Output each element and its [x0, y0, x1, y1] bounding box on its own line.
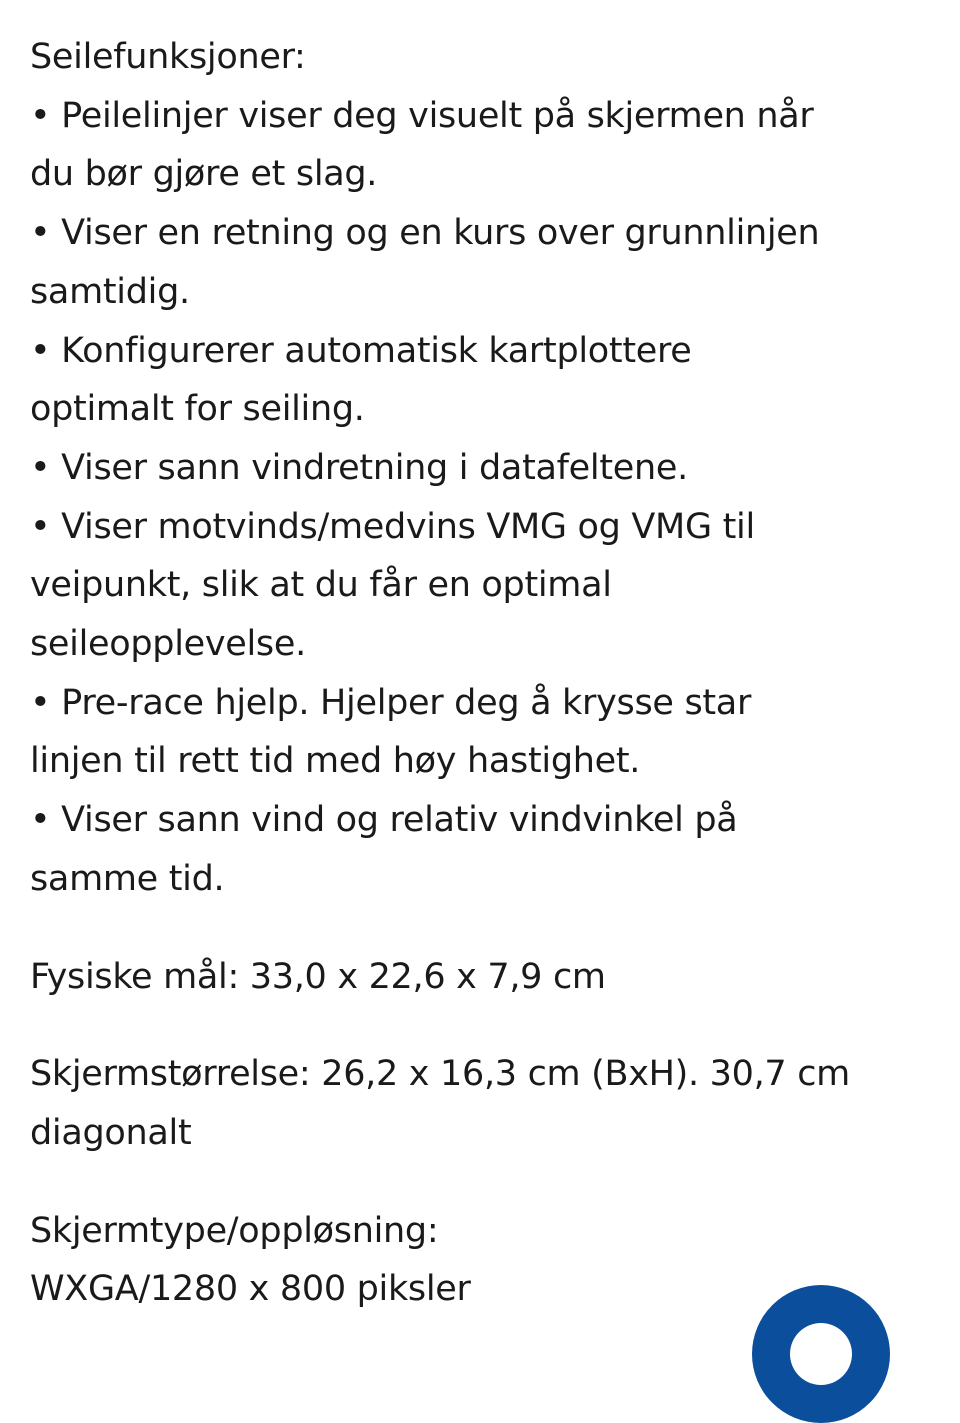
floating-action-button[interactable]: [752, 1285, 890, 1423]
screen-resolution: WXGA/1280 x 800 piksler: [30, 1269, 471, 1310]
feature-line: • Peilelinjer viser deg visuelt på skjermen når: [30, 95, 814, 136]
feature-line: seileopplevelse.: [30, 624, 306, 665]
physical-dimensions: Fysiske mål: 33,0 x 22,6 x 7,9 cm: [30, 956, 606, 997]
product-description: [30, 28, 850, 1319]
screen-size: Skjermstørrelse: 26,2 x 16,3 cm (BxH). 30,7 cm: [30, 1054, 850, 1095]
feature-line: • Konfigurerer automatisk kartplottere: [30, 330, 692, 371]
features-list: [30, 87, 850, 909]
feature-line: • Viser motvinds/medvins VMG og VMG til: [30, 506, 755, 547]
feature-line: • Viser en retning og en kurs over grunnlinjen: [30, 213, 820, 254]
feature-line: veipunkt, slik at du får en optimal: [30, 565, 612, 606]
feature-line: • Pre-race hjelp. Hjelper deg å krysse star: [30, 682, 752, 723]
feature-line: samme tid.: [30, 858, 225, 899]
feature-line: samtidig.: [30, 271, 190, 312]
features-heading: Seilefunksjoner:: [30, 37, 306, 77]
feature-line: optimalt for seiling.: [30, 389, 365, 430]
screen-type: Skjermtype/oppløsning:: [30, 1210, 439, 1251]
feature-line: du bør gjøre et slag.: [30, 154, 378, 195]
feature-line: • Viser sann vindretning i datafeltene.: [30, 447, 688, 488]
feature-line: • Viser sann vind og relativ vindvinkel på: [30, 800, 738, 841]
feature-line: linjen til rett tid med høy hastighet.: [30, 741, 641, 782]
screen-size-cont: diagonalt: [30, 1112, 192, 1153]
